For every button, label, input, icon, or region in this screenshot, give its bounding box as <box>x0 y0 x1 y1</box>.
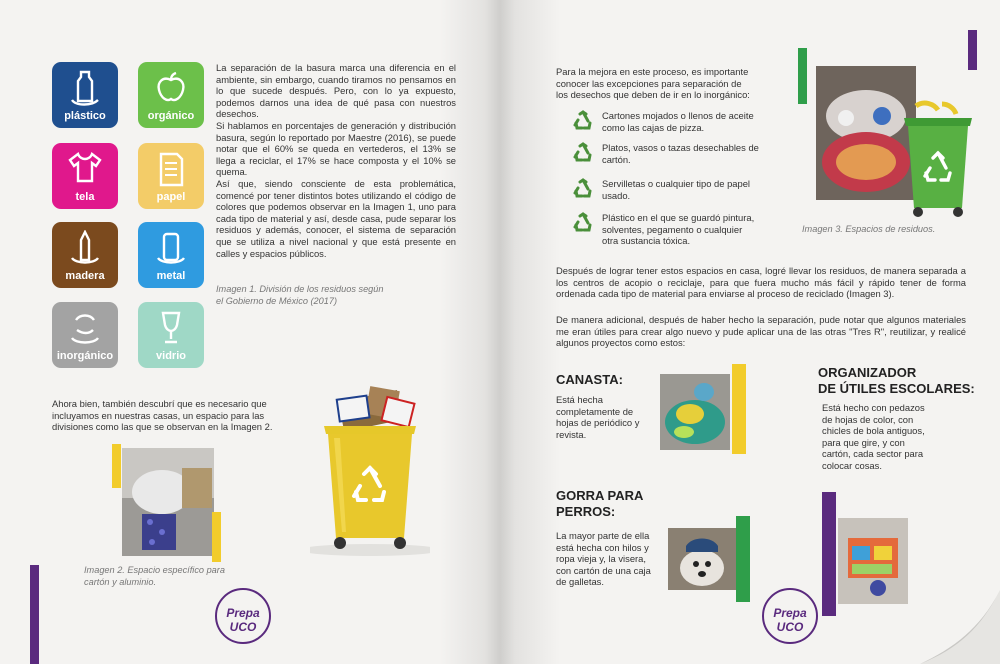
shirt-icon <box>68 151 102 189</box>
purple-accent-bar <box>822 492 836 616</box>
tile-metal <box>138 222 204 288</box>
paragraph-2: Ahora bien, también descubrí que es necesario que incluyamos en nuestras casas, un espacio para las divisiones como las que se observan en la Imagen 2. <box>52 398 273 433</box>
tile-label: metal <box>156 270 186 282</box>
page-curl <box>920 590 1000 664</box>
tile-label: orgánico <box>147 110 195 122</box>
caption-imagen-1: Imagen 1. División de los residuos según el Gobierno de México (2017) <box>216 284 384 306</box>
photo-imagen-2 <box>122 448 214 556</box>
purple-accent-bar <box>30 565 39 664</box>
tile-plastico <box>52 62 118 128</box>
exception-item <box>572 178 762 204</box>
intro-paragraph: La separación de la basura marca una diferencia en el ambiente, sin embargo, cuando tiramos no pensamos en lo que sucede después. Pero, con lo ya expuesto, podemos darnos una idea de qué pasa con nuestros desechos. <box>216 62 456 120</box>
yellow-accent-bar <box>732 364 746 454</box>
purple-accent-bar <box>968 30 977 70</box>
exception-text: Servilletas o cualquier tipo de papel usado. <box>602 178 751 201</box>
tile-label: tela <box>75 191 95 203</box>
exception-text: Plástico en el que se guardó pintura, solventes, pegamento o cualquier otra sustancia tóxica. <box>602 212 755 246</box>
tile-tela <box>52 143 118 209</box>
yellow-accent-bar <box>212 512 221 562</box>
exception-item <box>572 142 762 168</box>
green-accent-bar <box>798 48 807 104</box>
photo-organizador <box>838 518 908 604</box>
tile-papel <box>138 143 204 209</box>
exception-item <box>572 110 762 136</box>
gorra-title-line: GORRA PARA <box>556 488 644 503</box>
recycle-icon <box>572 110 594 132</box>
right-intro: Para la mejora en este proceso, es importante conocer las excepciones para separación de los desechos que deben de ir en lo inorgánico: <box>556 66 750 101</box>
tile-vidrio <box>138 302 204 368</box>
photo-gorra <box>668 528 736 590</box>
right-paragraph-1: Después de lograr tener estos espacios en casa, logré llevar los residuos, de manera separada a los centros de acopio o reciclaje, para que fuera mucho más fácil y rápido tener de forma ordenada cada tipo de material para enviarse al proceso de reciclado (Imagen 3). <box>556 265 966 300</box>
gorra-text: La mayor parte de ella está hecha con hilos y ropa vieja y, la visera, con cartón de una caja de galletas. <box>556 530 651 588</box>
exception-text: Platos, vasos o tazas desechables de cartón. <box>602 142 759 165</box>
tile-inorganico <box>52 302 118 368</box>
photo-canasta <box>660 374 730 450</box>
caption-imagen-3: Imagen 3. Espacios de residuos. <box>802 224 936 234</box>
recycle-icon <box>572 178 594 200</box>
prepa-uco-logo <box>215 588 271 644</box>
pencil-icon <box>68 230 102 268</box>
caption-imagen-2: Imagen 2. Espacio específico para cartón y aluminio. <box>84 565 225 587</box>
prepa-uco-logo <box>762 588 818 644</box>
exception-text: Cartones mojados o llenos de aceite como las cajas de pizza. <box>602 110 754 133</box>
right-paragraph-2: De manera adicional, después de haber hecho la separación, pude notar que algunos materiales me eran útiles para crear algo nuevo y pude aplicar una de las otras "Tres R", reutilizar, y realicé algunos proyectos como estos: <box>556 314 966 349</box>
organizador-title-line: DE ÚTILES ESCOLARES: <box>818 381 975 396</box>
can-icon <box>154 230 188 268</box>
tile-madera <box>52 222 118 288</box>
exception-item <box>572 212 762 252</box>
intro-paragraph: Así que, siendo consciente de esta problemática, comencé por tener distintos botes utilizando el código de colores que podemos observar en la Imagen 1, uno para cada tipo de material y así, desde casa, pude separar los residuos y además, conocer, el sistema de separación que se utiliza a nivel nacional y que está presente en calles y espacios públicos. <box>216 177 456 259</box>
logo-text: Prepa UCO <box>226 606 260 634</box>
recycle-bin-yellow-illustration <box>310 378 430 558</box>
bottle-icon <box>68 70 102 108</box>
logo-text: Prepa UCO <box>773 606 807 634</box>
tile-label: inorgánico <box>56 350 114 362</box>
apple-icon <box>154 70 188 108</box>
tile-label: plástico <box>64 110 106 122</box>
tile-label: papel <box>156 191 186 203</box>
recycle-icon <box>572 142 594 164</box>
tile-label: vidrio <box>156 350 186 362</box>
canasta-text: Está hecha completamente de hojas de periódico y revista. <box>556 394 640 440</box>
intro-paragraph: Si hablamos en porcentajes de generación y distribución basura, según lo reportado por Maestre (2016), se puede notar que el 60% se queda en vertederos, el 13% se llega a reciclar, el 17% se hace composta y el 10% se quema. <box>216 119 456 178</box>
organizador-text: Está hecho con pedazos de hojas de color, con chicles de bola antiguos, para que gire, y con cartón, cada sector para colocar cosas. <box>822 402 925 471</box>
tile-organico <box>138 62 204 128</box>
recycle-bin-green-illustration <box>898 100 978 220</box>
misc-icon <box>68 310 102 348</box>
glass-icon <box>154 310 188 348</box>
gorra-title-line: PERROS: <box>556 504 616 519</box>
organizador-title <box>818 365 978 397</box>
paper-icon <box>154 151 188 189</box>
yellow-accent-bar <box>112 444 121 488</box>
tile-label: madera <box>65 270 105 282</box>
gorra-title <box>556 488 676 520</box>
canasta-title: CANASTA: <box>556 372 623 387</box>
organizador-title-line: ORGANIZADOR <box>818 365 917 380</box>
recycle-icon <box>572 212 594 234</box>
green-accent-bar <box>736 516 750 602</box>
intro-text <box>216 62 456 259</box>
